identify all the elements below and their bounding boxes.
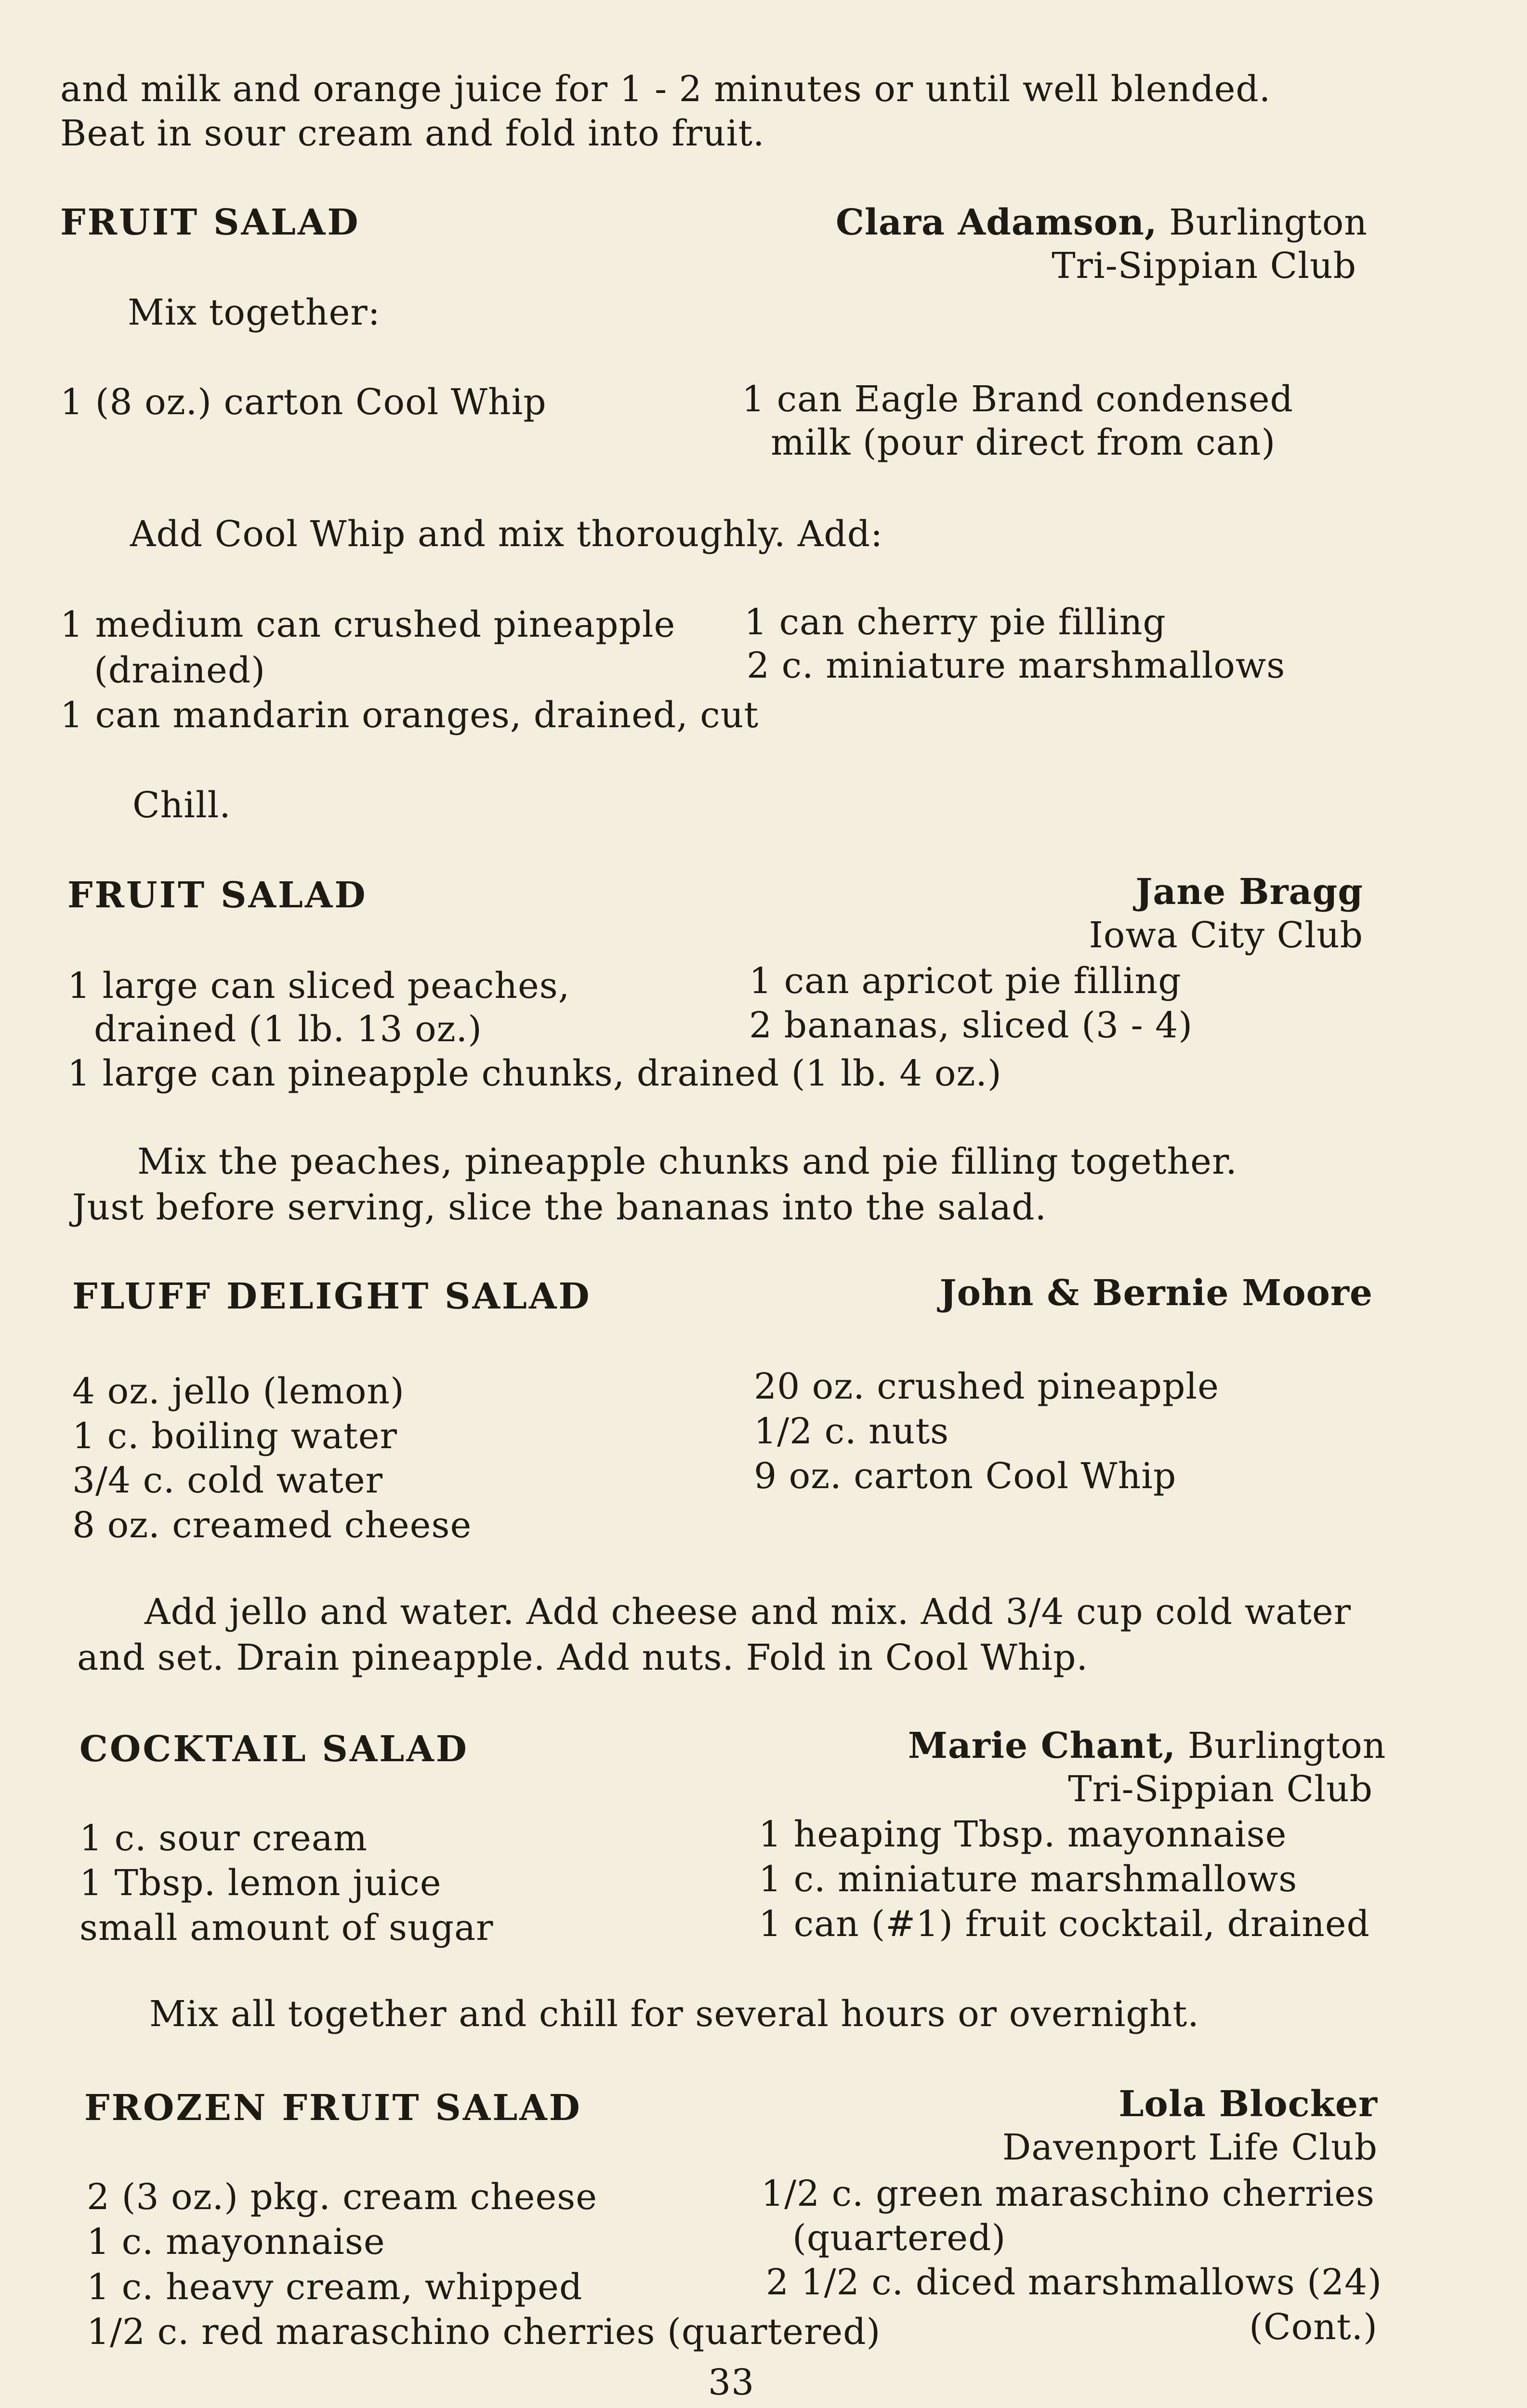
ingredient: (quartered) xyxy=(792,2217,1006,2259)
recipe-club: Tri-Sippian Club xyxy=(1052,245,1356,287)
ingredient: 1 c. boiling water xyxy=(72,1415,397,1457)
ingredient: 1 can (#1) fruit cocktail, drained xyxy=(759,1903,1370,1945)
recipe-method-line-2: Just before serving, slice the bananas into the salad. xyxy=(72,1187,1047,1228)
ingredient: 1/2 c. nuts xyxy=(754,1411,949,1452)
ingredient: 1 c. miniature marshmallows xyxy=(759,1858,1298,1900)
ingredient: 20 oz. crushed pineapple xyxy=(754,1366,1219,1407)
ingredient: 8 oz. creamed cheese xyxy=(72,1505,472,1546)
recipe-intro: Mix together: xyxy=(128,292,381,333)
recipe-author: Lola Blocker xyxy=(1119,2083,1378,2125)
page-number: 33 xyxy=(708,2362,755,2403)
ingredient: 1 large can pineapple chunks, drained (1 lb. 4 oz.) xyxy=(67,1053,1002,1094)
recipe-club: Tri-Sippian Club xyxy=(1068,1768,1373,1810)
recipe-author: Marie Chant, Burlington xyxy=(908,1725,1386,1767)
recipe-title: FLUFF DELIGHT SALAD xyxy=(72,1276,592,1317)
ingredient: 2 1/2 c. diced marshmallows (24) xyxy=(766,2262,1382,2303)
ingredient: 1 heaping Tbsp. mayonnaise xyxy=(759,1814,1287,1855)
ingredient: 1 can apricot pie filling xyxy=(749,960,1182,1002)
ingredient: 3/4 c. cold water xyxy=(72,1460,383,1501)
recipe-title: FROZEN FRUIT SALAD xyxy=(84,2087,582,2129)
ingredient: 2 (3 oz.) pkg. cream cheese xyxy=(87,2176,598,2218)
ingredient: 1/2 c. green maraschino cherries xyxy=(761,2173,1375,2214)
ingredient: small amount of sugar xyxy=(79,1907,494,1949)
recipe-method: Mix all together and chill for several hours or overnight. xyxy=(149,1993,1199,2035)
recipe-step: Add Cool Whip and mix thoroughly. Add: xyxy=(130,513,883,555)
recipe-club: Davenport Life Club xyxy=(1002,2127,1378,2168)
recipe-method-line-2: and set. Drain pineapple. Add nuts. Fold in Cool Whip. xyxy=(77,1637,1088,1678)
ingredient: 1 c. heavy cream, whipped xyxy=(87,2266,583,2308)
ingredient: 2 bananas, sliced (3 - 4) xyxy=(749,1005,1193,1046)
ingredient: 9 oz. carton Cool Whip xyxy=(754,1455,1177,1497)
continued-label: (Cont.) xyxy=(1249,2306,1378,2348)
recipe-method-line-1: Add jello and water. Add cheese and mix. Add 3/4 cup cold water xyxy=(145,1591,1351,1633)
ingredient: 1 Tbsp. lemon juice xyxy=(79,1862,442,1904)
ingredient: 1 large can sliced peaches, xyxy=(67,965,570,1007)
ingredient: 4 oz. jello (lemon) xyxy=(72,1371,405,1412)
ingredient: milk (pour direct from can) xyxy=(771,422,1276,463)
recipe-author: Jane Bragg xyxy=(1135,871,1363,913)
ingredient: 1 can mandarin oranges, drained, cut xyxy=(60,694,759,736)
recipe-method-line-1: Mix the peaches, pineapple chunks and pie filling together. xyxy=(137,1141,1237,1182)
recipe-author: Clara Adamson, Burlington xyxy=(836,202,1368,243)
recipe-final-step: Chill. xyxy=(132,785,231,826)
ingredient: 1 c. mayonnaise xyxy=(87,2221,385,2263)
continuation-line-2: Beat in sour cream and fold into fruit. xyxy=(60,113,765,154)
recipe-club: Iowa City Club xyxy=(1089,915,1363,956)
ingredient: 1 c. sour cream xyxy=(79,1818,368,1859)
ingredient: 2 c. miniature marshmallows xyxy=(747,645,1286,686)
ingredient: 1 can Eagle Brand condensed xyxy=(742,379,1293,420)
recipe-title: FRUIT SALAD xyxy=(60,202,360,243)
recipe-author: John & Bernie Moore xyxy=(939,1272,1373,1314)
ingredient: 1 (8 oz.) carton Cool Whip xyxy=(60,381,547,423)
ingredient: 1 can cherry pie filling xyxy=(744,602,1166,643)
continuation-line-1: and milk and orange juice for 1 - 2 minutes or until well blended. xyxy=(60,68,1271,110)
ingredient: 1 medium can crushed pineapple xyxy=(60,604,676,645)
recipe-title: COCKTAIL SALAD xyxy=(79,1728,469,1770)
ingredient: (drained) xyxy=(94,650,266,691)
ingredient: 1/2 c. red maraschino cherries (quartered) xyxy=(87,2311,881,2353)
ingredient: drained (1 lb. 13 oz.) xyxy=(94,1008,483,1050)
recipe-title: FRUIT SALAD xyxy=(67,875,368,916)
